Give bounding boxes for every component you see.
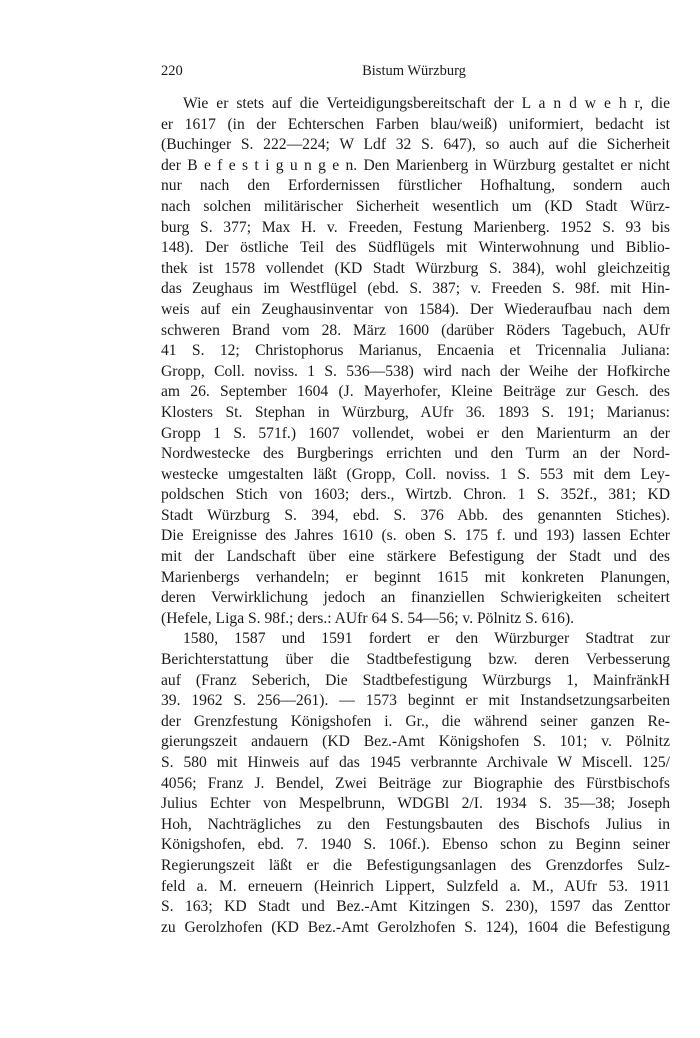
text-line: Königshofen, ebd. 7. 1940 S. 106f.). Ebenso schon zu Beginn seiner — [161, 836, 670, 854]
page-number: 220 — [161, 63, 183, 79]
text-line: Gropp, Coll. noviss. 1 S. 536—538) wird nach der Weihe der Hofkirche — [161, 362, 670, 380]
text-line: deren Verwirklichung jedoch an finanziellen Schwierigkeiten scheitert — [161, 589, 670, 607]
text-line: Regierungszeit läßt er die Befestigungsanlagen des Grenzdorfes Sulz- — [161, 856, 670, 874]
text-line: weis auf ein Zeughausinventar von 1584). Der Wiederaufbau nach dem — [161, 300, 670, 318]
text-line: Hoh, Nachträgliches zu den Festungsbauten des Bischofs Julius in — [161, 815, 670, 833]
text-line: Julius Echter von Mespelbrunn, WDGBl 2/I. 1934 S. 35—38; Joseph — [161, 795, 670, 813]
paragraph — [161, 94, 670, 629]
paragraph — [161, 629, 670, 938]
text-line: Stadt Würzburg S. 394, ebd. S. 376 Abb. des genannten Stiches). — [161, 506, 670, 524]
text-line: (Buchinger S. 222—224; W Ldf 32 S. 647), so auch auf die Sicherheit — [161, 136, 670, 154]
text-line: westecke umgestalten läßt (Gropp, Coll. noviss. 1 S. 553 mit dem Ley- — [161, 465, 670, 483]
text-line: Die Ereignisse des Jahres 1610 (s. oben S. 175 f. und 193) lassen Echter — [161, 527, 670, 545]
text-line: schweren Brand vom 28. März 1600 (darüber Röders Tagebuch, AUfr — [161, 321, 670, 339]
text-line: Berichterstattung über die Stadtbefestigung bzw. deren Verbesserung — [161, 651, 670, 669]
text-line: 148). Der östliche Teil des Südflügels mit Winterwohnung und Biblio- — [161, 239, 670, 257]
text-line: nur nach den Erfordernissen fürstlicher Hofhaltung, sondern auch — [161, 177, 670, 195]
text-line: Wie er stets auf die Verteidigungsbereitschaft der L a n d w e h r, die — [183, 95, 670, 112]
text-line: (Hefele, Liga S. 98f.; ders.: AUfr 64 S. 54—56; v. Pölnitz S. 616). — [161, 609, 575, 627]
text-line: zu Gerolzhofen (KD Bez.-Amt Gerolzhofen S. 124), 1604 die Befestigung — [161, 918, 670, 936]
text-line: 41 S. 12; Christophorus Marianus, Encaenia et Tricennalia Juliana: — [161, 342, 670, 360]
text-line: auf (Franz Seberich, Die Stadtbefestigung Würzburgs 1, MainfränkH — [161, 671, 670, 689]
text-line: 4056; Franz J. Bendel, Zwei Beiträge zur Biographie des Fürstbischofs — [161, 774, 670, 792]
text-line: der B e f e s t i g u n g e n. Den Marienberg in Würzburg gestaltet er nicht — [161, 156, 670, 174]
body-text — [161, 94, 670, 938]
text-line: das Zeughaus im Westflügel (ebd. S. 387; v. Freeden S. 98f. mit Hin- — [161, 280, 670, 298]
text-line: 1580, 1587 und 1591 fordert er den Würzburger Stadtrat zur — [183, 630, 670, 648]
text-line: er 1617 (in der Echterschen Farben blau/weiß) uniformiert, bedacht ist — [161, 115, 670, 133]
text-line: Marienbergs verhandeln; er beginnt 1615 mit konkreten Planungen, — [161, 568, 670, 586]
text-line: Klosters St. Stephan in Würzburg, AUfr 36. 1893 S. 191; Marianus: — [161, 403, 670, 421]
text-line: thek ist 1578 vollendet (KD Stadt Würzburg S. 384), wohl gleichzeitig — [161, 259, 670, 277]
text-line: nach solchen militärischer Sicherheit wesentlich um (KD Stadt Würz- — [161, 197, 670, 215]
text-line: poldschen Stich von 1603; ders., Wirtzb. Chron. 1 S. 352f., 381; KD — [161, 486, 670, 504]
text-line: Nordwestecke des Burgberings errichten und den Turm an der Nord- — [161, 445, 670, 463]
text-line: 39. 1962 S. 256—261). — 1573 beginnt er mit Instandsetzungsarbeiten — [161, 692, 670, 710]
page-header — [158, 63, 670, 83]
text-line: Gropp 1 S. 571f.) 1607 vollendet, wobei er den Marienturm an der — [161, 424, 670, 442]
text-line: S. 163; KD Stadt und Bez.-Amt Kitzingen S. 230), 1597 das Zenttor — [161, 898, 670, 916]
running-title: Bistum Würzburg — [362, 63, 466, 79]
text-line: gierungszeit andauern (KD Bez.-Amt Königshofen S. 101; v. Pölnitz — [161, 733, 670, 751]
text-line: feld a. M. erneuern (Heinrich Lippert, Sulzfeld a. M., AUfr 53. 1911 — [161, 877, 670, 895]
text-line: der Grenzfestung Königshofen i. Gr., die während seiner ganzen Re- — [161, 712, 670, 730]
text-line: burg S. 377; Max H. v. Freeden, Festung Marienberg. 1952 S. 93 bis — [161, 218, 670, 236]
text-line: mit der Landschaft über eine stärkere Befestigung der Stadt und des — [161, 548, 670, 566]
text-line: S. 580 mit Hinweis auf das 1945 verbrannte Archivale W Miscell. 125/ — [161, 754, 670, 771]
text-line: am 26. September 1604 (J. Mayerhofer, Kleine Beiträge zur Gesch. des — [161, 383, 670, 401]
